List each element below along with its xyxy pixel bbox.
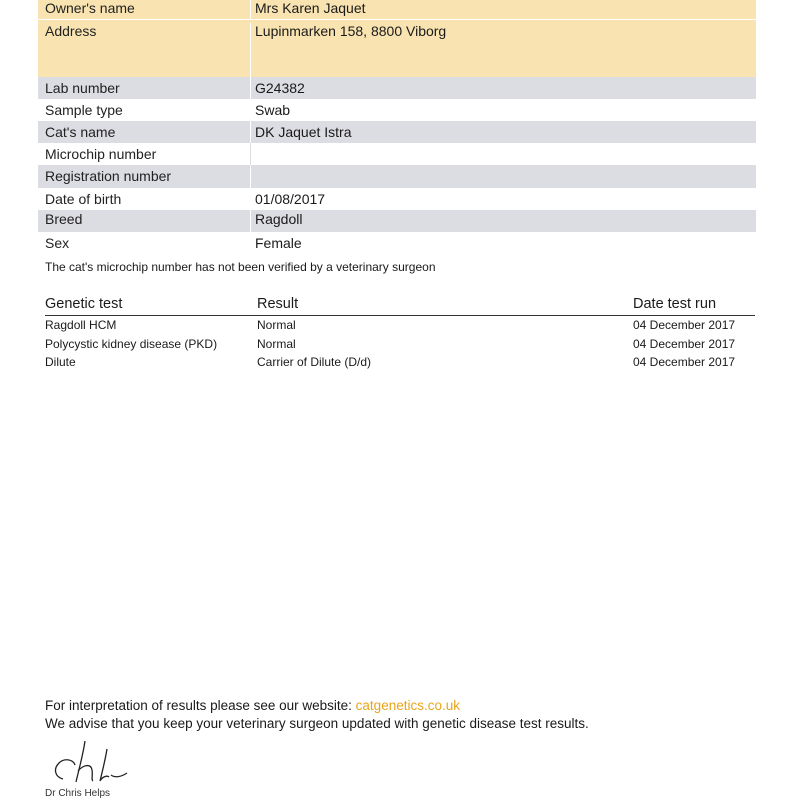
dob-value: 01/08/2017 [255, 191, 326, 207]
website-link[interactable]: catgenetics.co.uk [355, 698, 460, 713]
footer-text [45, 697, 589, 733]
sex-row [38, 232, 756, 254]
address-row [38, 19, 756, 77]
cat-name-label: Cat's name [38, 121, 251, 143]
table-row [45, 316, 755, 335]
owner-row [38, 0, 756, 19]
sample-type-label: Sample type [38, 99, 251, 121]
breed-value: Ragdoll [255, 211, 303, 227]
microchip-label: Microchip number [38, 143, 251, 165]
dob-row [38, 188, 756, 210]
cat-name-row [38, 121, 756, 143]
breed-label: Breed [38, 210, 251, 232]
test-name: Ragdoll HCM [45, 318, 117, 332]
lab-number-row [38, 77, 756, 99]
test-name: Dilute [45, 355, 76, 370]
test-date: 04 December 2017 [633, 336, 736, 351]
microchip-verification-note: The cat's microchip number has not been verified by a veterinary surgeon [45, 260, 436, 274]
table-row [45, 353, 755, 372]
lab-number-value: G24382 [255, 80, 305, 96]
results-header [45, 296, 755, 316]
microchip-value [251, 143, 756, 165]
dob-label: Date of birth [38, 188, 251, 210]
cat-info-table [38, 0, 756, 254]
test-result: Normal [257, 318, 296, 332]
registration-label: Registration number [38, 165, 251, 188]
interpretation-line [45, 697, 589, 715]
sex-label: Sex [38, 232, 251, 254]
genetic-test-results [45, 296, 755, 372]
sample-type-row [38, 99, 756, 121]
owner-label: Owner's name [38, 0, 251, 19]
table-row [45, 335, 755, 354]
owner-value: Mrs Karen Jaquet [255, 0, 366, 16]
lab-number-label: Lab number [38, 77, 251, 99]
registration-value [251, 165, 756, 188]
address-value: Lupinmarken 158, 8800 Viborg [255, 23, 447, 39]
signature-icon [45, 735, 145, 787]
sample-type-value: Swab [255, 102, 291, 118]
test-name: Polycystic kidney disease (PKD) [45, 336, 218, 351]
test-date: 04 December 2017 [633, 355, 736, 370]
microchip-row [38, 143, 756, 165]
header-genetic-test: Genetic test [45, 296, 123, 312]
interpretation-text: For interpretation of results please see our website: [45, 698, 356, 713]
test-result: Carrier of Dilute (D/d) [257, 355, 372, 370]
header-date-test-run: Date test run [633, 296, 717, 312]
test-date: 04 December 2017 [633, 318, 736, 332]
registration-row [38, 165, 756, 188]
advice-line: We advise that you keep your veterinary surgeon updated with genetic disease test results. [45, 716, 589, 731]
sex-value: Female [255, 235, 302, 251]
breed-row [38, 210, 756, 232]
cat-name-value: DK Jaquet Istra [255, 124, 352, 140]
header-result: Result [257, 296, 299, 312]
test-result: Normal [257, 336, 296, 351]
address-label: Address [38, 23, 251, 77]
signer-name: Dr Chris Helps [45, 788, 111, 799]
